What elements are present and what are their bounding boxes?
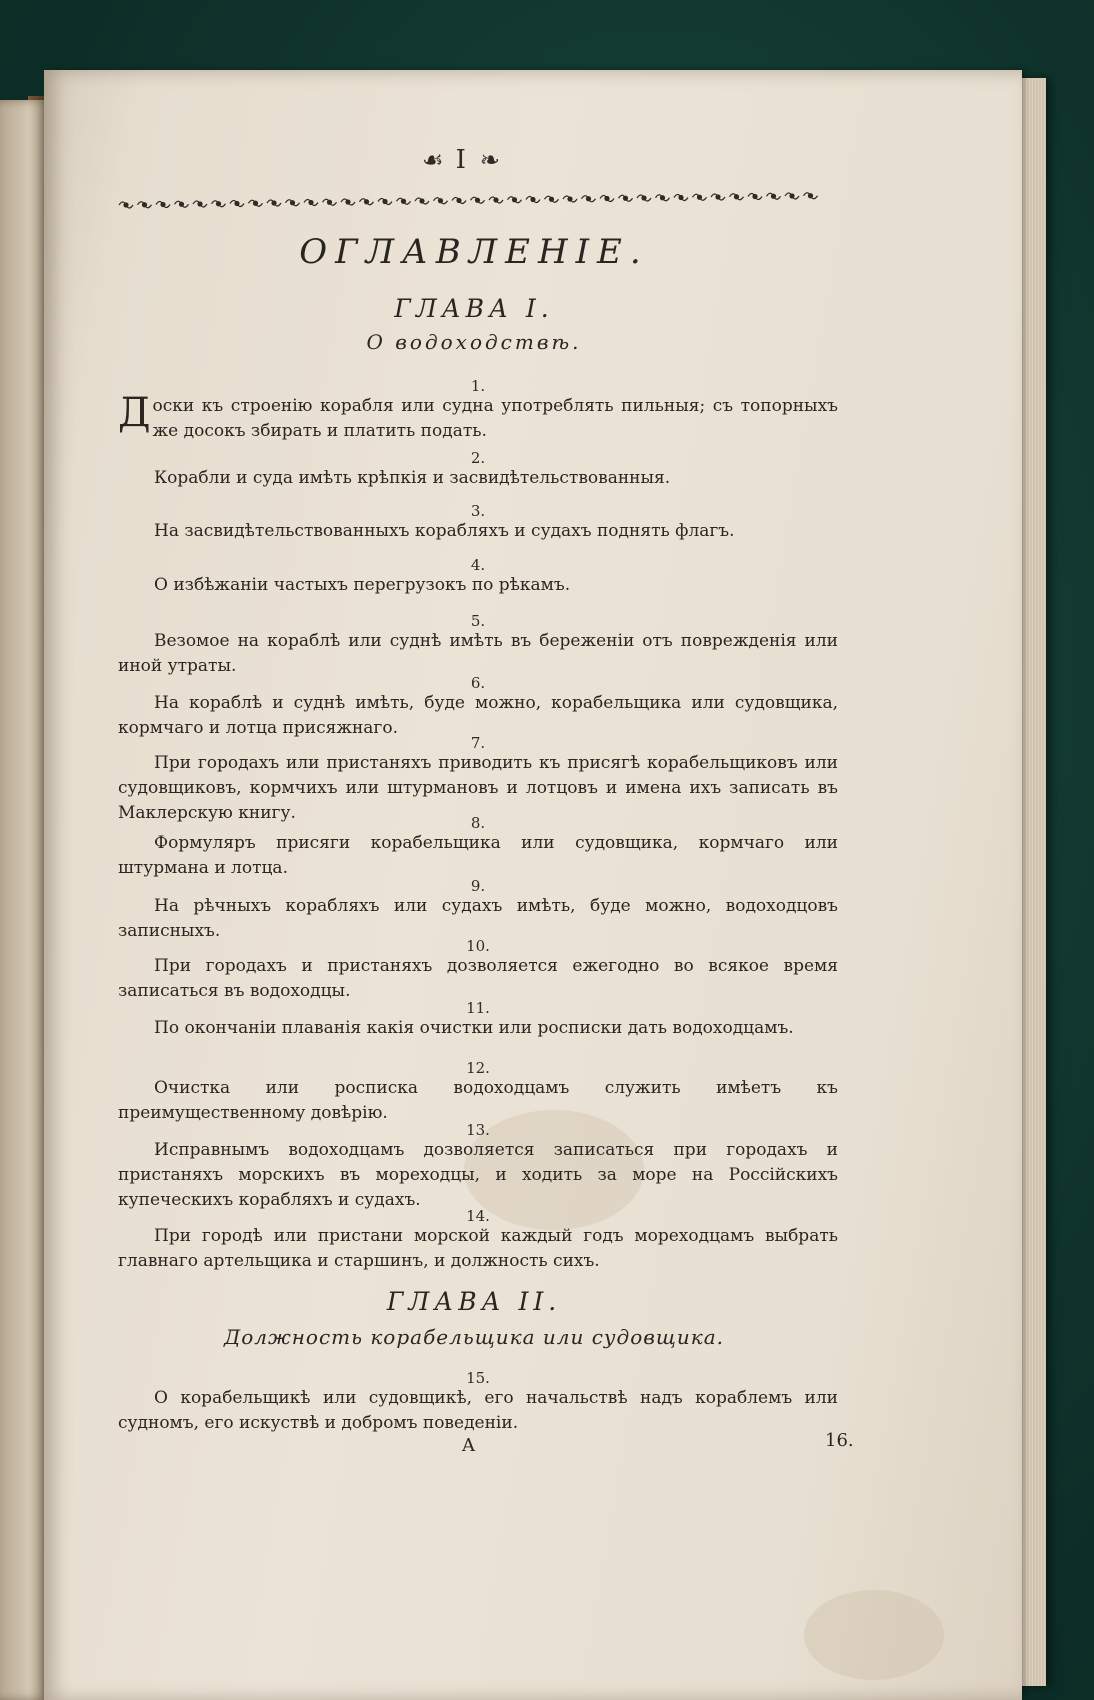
entry-number: 3. [470, 502, 486, 520]
entry-number: 14. [466, 1207, 490, 1225]
entry-text: При городахъ и пристаняхъ дозволяется ежегодно во всякое время записаться въ водоходцы. [118, 956, 838, 1001]
toc-entry [118, 378, 838, 444]
entry-text: Доски къ строенію корабля или судна употреблять пильныя; съ топорныхъ же досокъ збирать и платить подать. [118, 390, 838, 441]
toc-entry [118, 1122, 838, 1213]
entry-number: 4. [470, 556, 486, 574]
chapter2-heading: ГЛАВА II. [386, 1287, 562, 1316]
toc-entry [118, 613, 838, 679]
toc-entry [118, 938, 838, 1004]
ornament-left-icon: ☙ [422, 146, 442, 174]
chapter2-subtitle: Должность корабельщика или судовщика. [223, 1325, 725, 1349]
entry-text: Очистка или росписка водоходцамъ служить имѣетъ къ преимущественному довѣрію. [118, 1078, 838, 1123]
entry-text: Формуляръ присяги корабельщика или судовщика, кормчаго или штурмана и лотца. [118, 833, 838, 878]
decorative-rule [118, 190, 830, 220]
entry-text: Исправнымъ водоходцамъ дозволяется записаться при городахъ и пристаняхъ морскихъ въ мореходцы, и ходить за море на Россійскихъ купеческихъ корабляхъ и судахъ. [118, 1140, 838, 1210]
paper-stain [804, 1590, 944, 1680]
entry-number: 8. [470, 814, 486, 832]
entry-number: 6. [470, 674, 486, 692]
entry-text: О корабельщикѣ или судовщикѣ, его начальствѣ надъ кораблемъ или судномъ, его искуствѣ и добромъ поведеніи. [118, 1388, 838, 1433]
entry-number: 15. [466, 1369, 490, 1387]
toc-entry [118, 503, 838, 544]
entry-text: По окончаніи плаванія какія очистки или росписки дать водоходцамъ. [154, 1018, 794, 1038]
chapter1-heading: ГЛАВА I. [394, 294, 554, 323]
entry-number: 9. [470, 877, 486, 895]
catchword: 16. [825, 1430, 854, 1451]
entry-number: 5. [470, 612, 486, 630]
toc-entry [118, 1370, 838, 1436]
entry-text: Везомое на кораблѣ или суднѣ имѣть въ береженіи отъ поврежденія или иной утраты. [118, 631, 838, 676]
entry-text: Корабли и суда имѣть крѣпкія и засвидѣтельствованныя. [154, 468, 671, 488]
drop-cap: Д [118, 390, 151, 436]
toc-entry [118, 557, 838, 598]
entry-number: 10. [466, 937, 490, 955]
toc-entry [118, 1060, 838, 1126]
entry-number: 11. [466, 999, 490, 1017]
page-title: ОГЛАВЛЕНІЕ. [299, 232, 649, 272]
entry-number: 12. [466, 1059, 490, 1077]
entry-number: 7. [470, 734, 486, 752]
entry-number: 1. [470, 377, 486, 395]
toc-entry [118, 1208, 838, 1274]
entry-text: На засвидѣтельствованныхъ корабляхъ и судахъ поднять флагъ. [154, 521, 735, 541]
toc-entry [118, 735, 838, 826]
toc-entry [118, 815, 838, 881]
entry-text: На кораблѣ и суднѣ имѣть, буде можно, корабельщика или судовщика, кормчаго и лотца присяжнаго. [118, 693, 838, 738]
toc-entry [118, 878, 838, 944]
toc-entry [118, 450, 838, 491]
page-number: I [455, 145, 466, 175]
entry-text: При городѣ или пристани морской каждый годъ мореходцамъ выбрать главнаго артельщика и старшинъ, и должность сихъ. [118, 1226, 838, 1271]
chapter1-subtitle: О водоходствѣ. [366, 330, 582, 354]
entry-number: 2. [470, 449, 486, 467]
left-facing-page [0, 100, 48, 1700]
entry-text: На рѣчныхъ корабляхъ или судахъ имѣть, буде можно, водоходцовъ записныхъ. [118, 896, 838, 941]
ornament-right-icon: ❧ [479, 146, 498, 174]
entry-text: При городахъ или пристаняхъ приводить къ присягѣ корабельщиковъ или судовщиковъ, кормчихъ или штурмановъ и лотцовъ и имена ихъ записать въ Маклерскую книгу. [118, 753, 838, 823]
toc-entry [118, 1000, 838, 1041]
entry-text: О избѣжаніи частыхъ перегрузокъ по рѣкамъ. [154, 575, 571, 595]
page-header [395, 145, 525, 175]
signature-mark: A [462, 1435, 475, 1456]
entry-number: 13. [466, 1121, 490, 1139]
toc-entry [118, 675, 838, 741]
